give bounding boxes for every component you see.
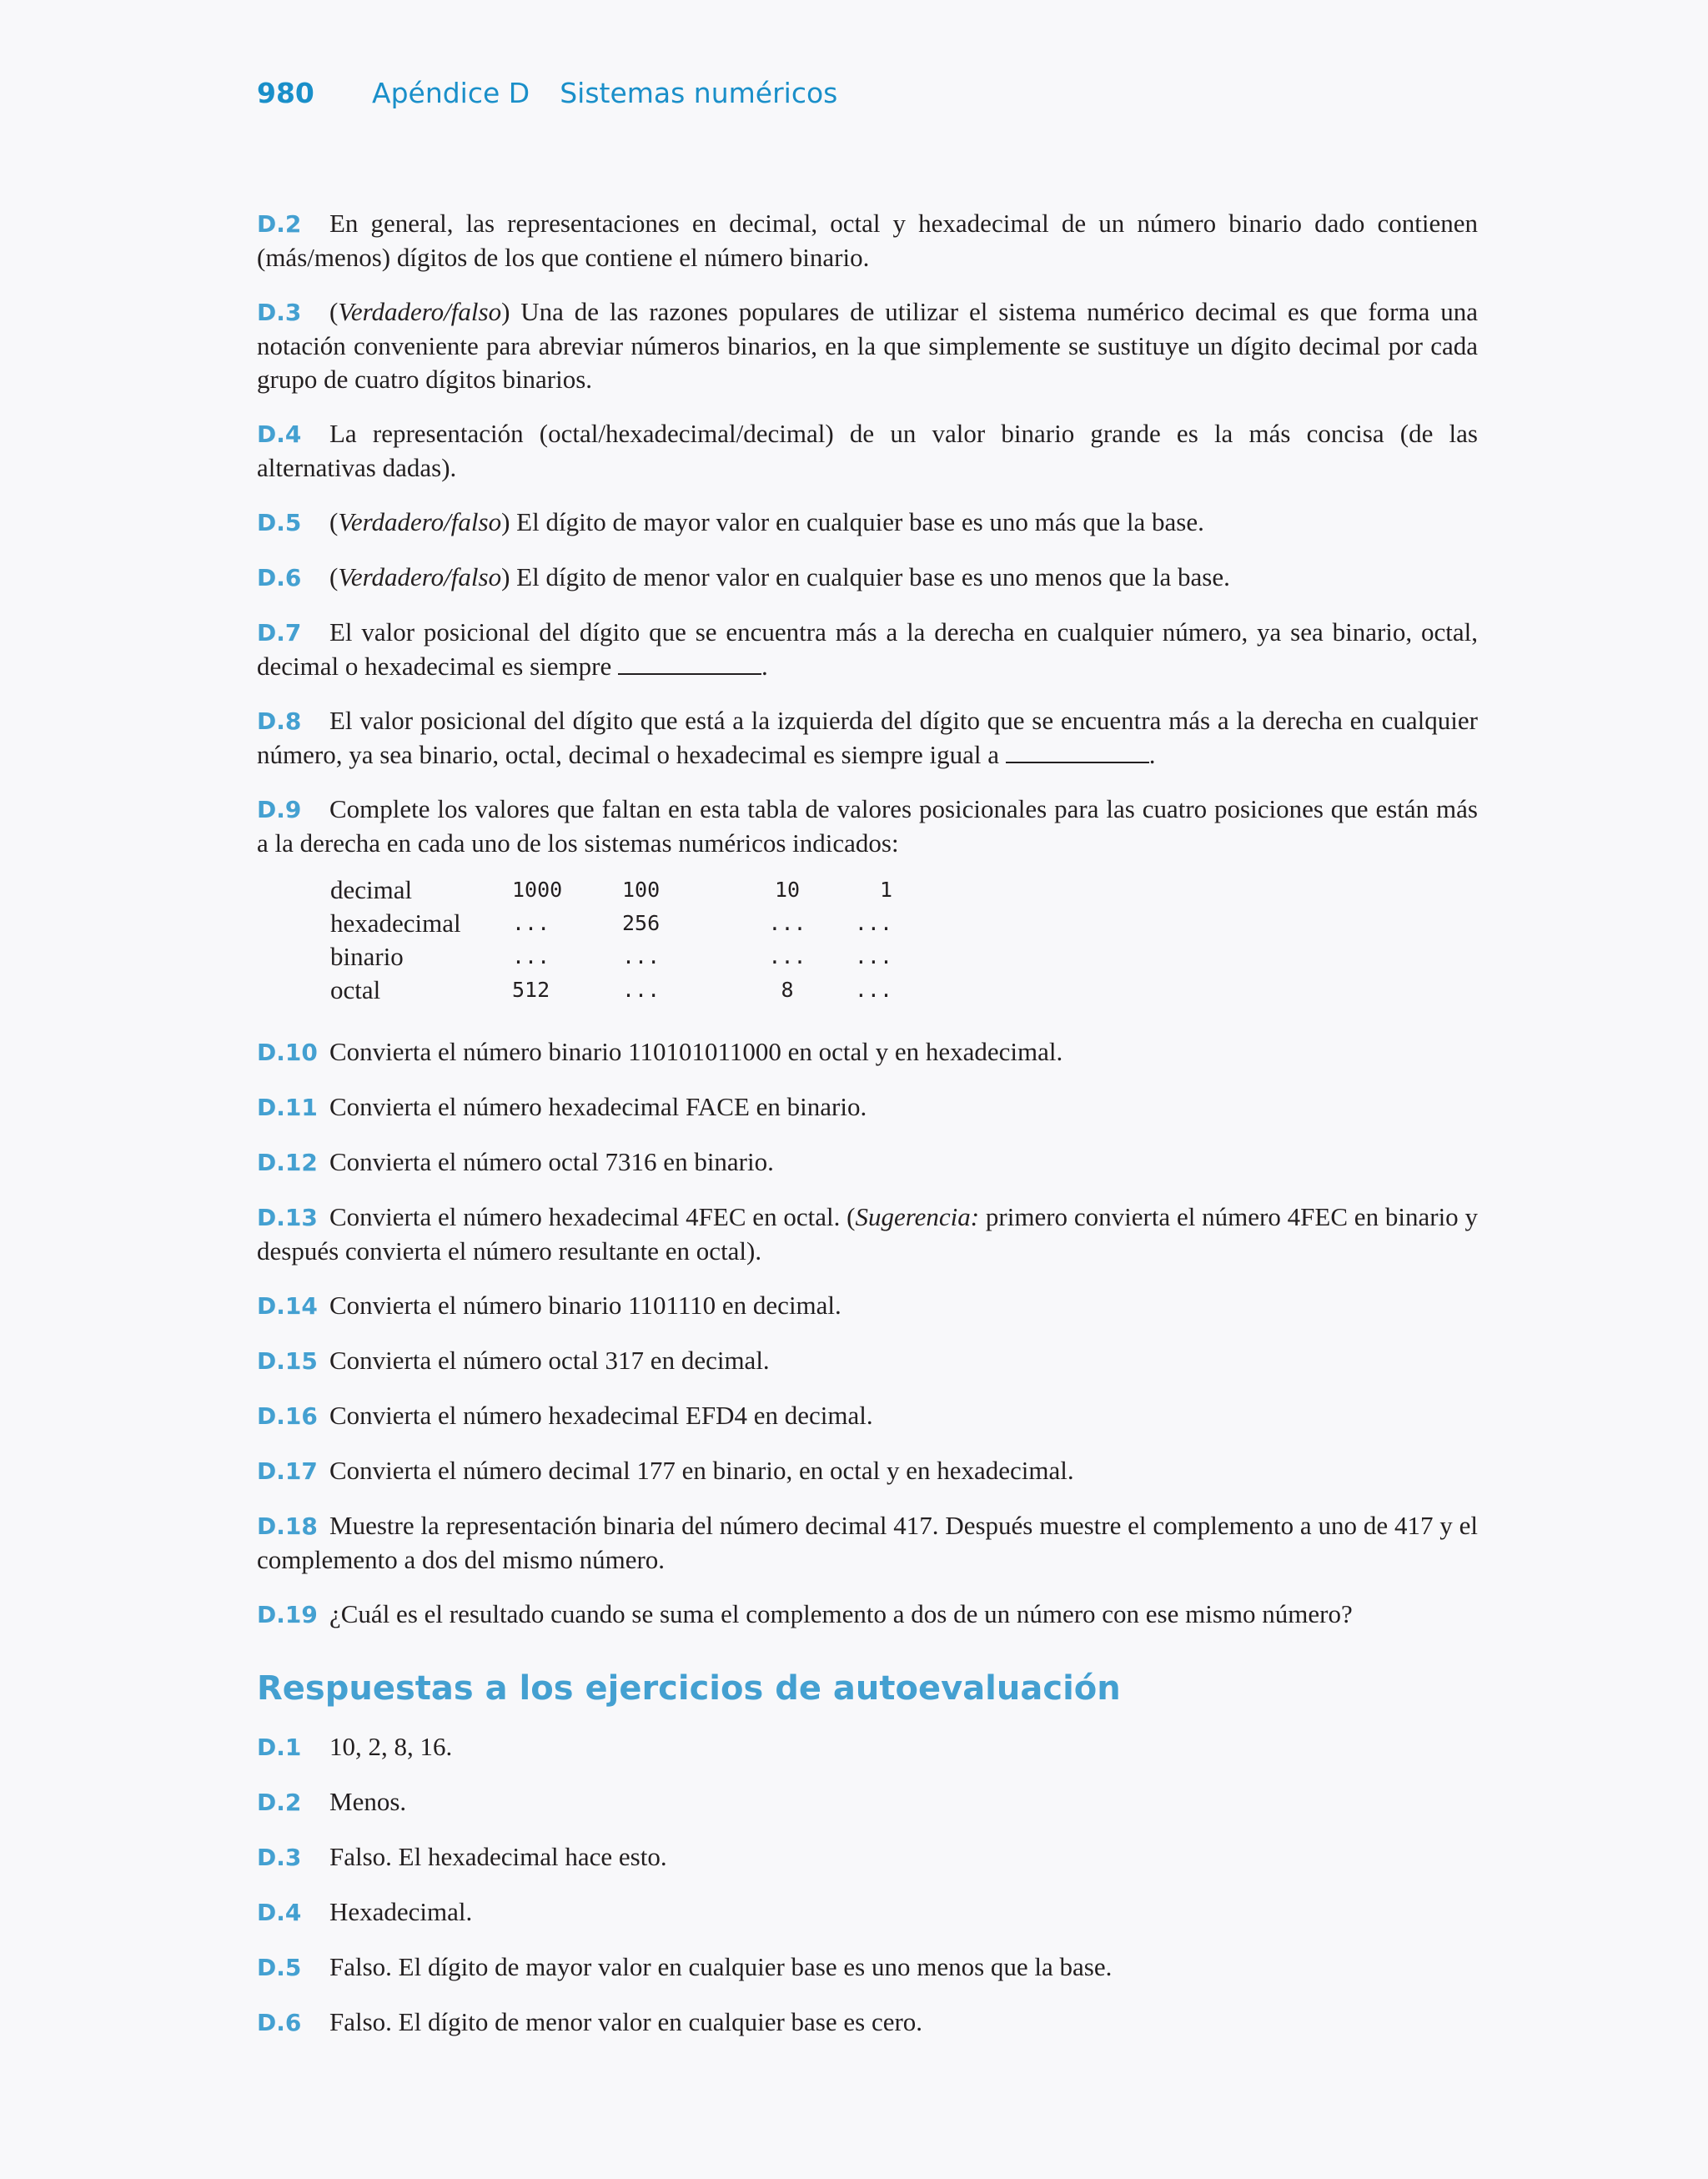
table-cell: 256 [622, 911, 661, 935]
exercise-d10 [257, 1035, 1478, 1069]
table-cell: 512 [512, 978, 550, 1002]
exercise-number: D.2 [257, 210, 302, 238]
table-cell: 1 [879, 878, 892, 902]
exercise-d3: D.3 (Verdadero/falso) Una de las razones populares de utilizar el sistema numérico decimal es que forma una notación conveniente para abreviar números binarios, en la que simplemente se sustituye un dígito decimal por cada grupo de cuatro dígitos binarios. [257, 297, 1478, 394]
exercise-d17 [257, 1454, 1478, 1488]
table-cell: ... [854, 978, 892, 1002]
exercise-italic: Verdadero/falso [338, 507, 502, 536]
exercise-number: D.16 [257, 1402, 318, 1430]
exercise-text: Convierta el número binario 1101110 en decimal. [329, 1291, 841, 1320]
answer-d1 [257, 1730, 1478, 1764]
exercise-text: Convierta el número hexadecimal EFD4 en decimal. [329, 1401, 873, 1430]
exercise-text: ¿Cuál es el resultado cuando se suma el complemento a dos de un número con ese mismo número? [329, 1599, 1353, 1628]
answer-text: Falso. El hexadecimal hace esto. [329, 1842, 667, 1871]
exercise-text: Convierta el número octal 317 en decimal. [329, 1346, 770, 1375]
exercise-d11 [257, 1090, 1478, 1125]
answer-d6 [257, 2005, 1478, 2040]
exercise-text: Convierta el número hexadecimal FACE en binario. [329, 1092, 867, 1121]
answers-heading: Respuestas a los ejercicios de autoevaluación [257, 1669, 1121, 1708]
exercise-d14 [257, 1289, 1478, 1323]
exercise-d8 [257, 704, 1478, 772]
table-row [330, 873, 892, 907]
exercise-text: Complete los valores que faltan en esta tabla de valores posicionales para las cuatro posiciones que están más a la derecha en cada uno de los sistemas numéricos indicados: [257, 794, 1478, 858]
table-cell: 1000 [512, 878, 563, 902]
main-content [257, 207, 1478, 2061]
answer-blank [618, 653, 761, 675]
row-label: binario [330, 942, 404, 971]
row-label: octal [330, 975, 381, 1004]
answer-number: D.1 [257, 1734, 302, 1761]
answer-number: D.4 [257, 1899, 302, 1926]
exercise-number: D.5 [257, 509, 302, 536]
answer-text: 10, 2, 8, 16. [329, 1732, 453, 1761]
exercise-d18 [257, 1509, 1478, 1577]
exercise-text: ) El dígito de mayor valor en cualquier base es uno más que la base. [501, 507, 1204, 536]
table-cell: ... [512, 944, 550, 969]
exercise-text: ) El dígito de menor valor en cualquier base es uno menos que la base. [501, 562, 1230, 591]
table-row [330, 940, 892, 974]
exercise-number: D.18 [257, 1512, 318, 1540]
answer-text: Falso. El dígito de menor valor en cualquier base es cero. [329, 2007, 923, 2036]
exercise-italic: Verdadero/falso [338, 297, 502, 326]
exercise-text: Convierta el número binario 110101011000 en octal y en hexadecimal. [329, 1037, 1063, 1066]
table-row [330, 974, 892, 1007]
chapter-title: Sistemas numéricos [560, 77, 838, 109]
exercise-number: D.14 [257, 1292, 318, 1320]
exercise-d16 [257, 1399, 1478, 1433]
answer-text: Falso. El dígito de mayor valor en cualquier base es uno menos que la base. [329, 1952, 1113, 1981]
answer-d3 [257, 1840, 1478, 1875]
exercise-number: D.15 [257, 1347, 318, 1375]
exercise-text: En general, las representaciones en decimal, octal y hexadecimal de un número binario dado contienen (más/menos) dígitos de los que contiene el número binario. [257, 209, 1478, 272]
exercise-text: primero convierta el número 4FEC en binario y después convierta el número resultante en octal). [257, 1202, 1478, 1266]
exercise-d19 [257, 1598, 1478, 1632]
exercise-number: D.6 [257, 564, 302, 591]
exercise-text: Convierta el número decimal 177 en binario, en octal y en hexadecimal. [329, 1456, 1074, 1485]
exercise-number: D.17 [257, 1457, 318, 1485]
table-cell: ... [622, 978, 661, 1002]
table-cell: ... [622, 944, 661, 969]
row-label: hexadecimal [330, 908, 461, 938]
table-cell: ... [854, 944, 892, 969]
table-cell: ... [512, 911, 550, 935]
answer-number: D.2 [257, 1789, 302, 1816]
exercise-d4 [257, 417, 1478, 485]
table-cell: ... [768, 944, 806, 969]
answer-d4 [257, 1895, 1478, 1930]
exercise-number: D.8 [257, 707, 302, 735]
exercise-number: D.4 [257, 420, 302, 448]
exercise-number: D.12 [257, 1149, 318, 1176]
exercise-end: . [1148, 740, 1156, 769]
exercise-end: . [761, 652, 768, 681]
running-header [257, 77, 837, 109]
exercise-d13 [257, 1200, 1478, 1268]
appendix-label: Apéndice D [372, 77, 530, 109]
exercise-number: D.13 [257, 1204, 318, 1231]
table-cell: 10 [774, 878, 801, 902]
exercise-d9 [257, 793, 1478, 860]
answer-d5 [257, 1950, 1478, 1985]
exercise-text: ) Una de las razones populares de utilizar el sistema numérico decimal es que forma una notación conveniente para abreviar números binarios, en la que simplemente se sustituye un dígito decimal por cada grupo de cuatro dígitos binarios. [257, 297, 1478, 394]
exercise-number: D.9 [257, 796, 302, 823]
exercise-d6: D.6 (Verdadero/falso) El dígito de menor valor en cualquier base es uno menos que la base. [257, 561, 1478, 595]
exercise-text: Convierta el número hexadecimal 4FEC en octal. ( [329, 1202, 856, 1231]
exercise-text: Convierta el número octal 7316 en binario. [329, 1147, 774, 1176]
exercise-text: El valor posicional del dígito que está a la izquierda del dígito que se encuentra más a la derecha en cualquier número, ya sea binario, octal, decimal o hexadecimal es siempre igual a [257, 706, 1478, 769]
table-cell: 100 [622, 878, 661, 902]
exercise-number: D.10 [257, 1039, 318, 1066]
answer-number: D.3 [257, 1844, 302, 1871]
answer-number: D.6 [257, 2009, 302, 2036]
table-cell: ... [854, 911, 892, 935]
exercise-d7 [257, 616, 1478, 683]
exercise-d15 [257, 1344, 1478, 1378]
positional-values-table [330, 873, 892, 1007]
exercise-d5: D.5 (Verdadero/falso) El dígito de mayor valor en cualquier base es uno más que la base. [257, 506, 1478, 540]
page-number: 980 [257, 77, 314, 109]
exercise-text: Muestre la representación binaria del número decimal 417. Después muestre el complemento a uno de 417 y el complemento a dos del mismo número. [257, 1511, 1478, 1574]
exercise-italic: Sugerencia: [855, 1202, 980, 1231]
answer-text: Menos. [329, 1787, 407, 1816]
exercise-d2 [257, 207, 1478, 274]
answer-number: D.5 [257, 1954, 302, 1981]
exercise-number: D.11 [257, 1094, 318, 1121]
table-cell: ... [768, 911, 806, 935]
exercise-italic: Verdadero/falso [338, 562, 502, 591]
table-cell: 8 [781, 978, 794, 1002]
answer-blank [1006, 742, 1149, 763]
exercise-d12 [257, 1145, 1478, 1180]
exercise-number: D.3 [257, 299, 302, 326]
exercise-number: D.7 [257, 619, 302, 647]
row-label: decimal [330, 875, 413, 904]
exercise-text: El valor posicional del dígito que se encuentra más a la derecha en cualquier número, ya sea binario, octal, decimal o hexadecimal es siempre [257, 617, 1478, 681]
exercise-number: D.19 [257, 1601, 318, 1628]
answer-text: Hexadecimal. [329, 1897, 473, 1926]
exercise-text: La representación (octal/hexadecimal/decimal) de un valor binario grande es la más concisa (de las alternativas dadas). [257, 419, 1478, 482]
table-row [330, 907, 892, 940]
answer-d2 [257, 1785, 1478, 1819]
